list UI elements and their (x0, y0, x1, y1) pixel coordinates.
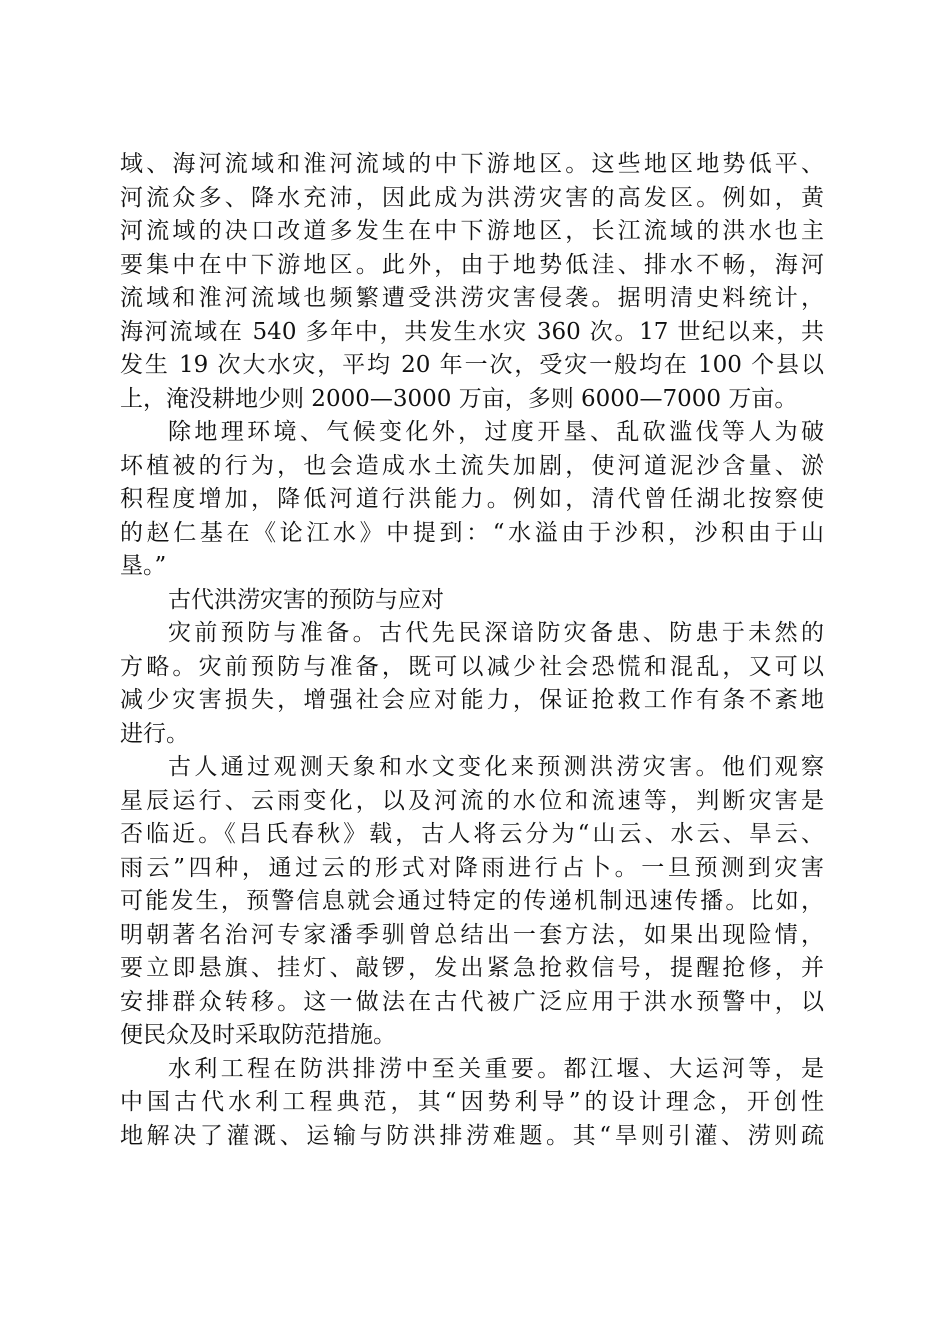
paragraph-line: 海河流域在 540 多年中，共发生水灾 360 次。17 世纪以来，共 (120, 318, 824, 345)
paragraph-line: 星辰运行、云雨变化，以及河流的水位和流速等，判断灾害是 (120, 787, 824, 814)
paragraph-line: 灾前预防与准备。古代先民深谙防灾备患、防患于未然的 (168, 620, 824, 646)
paragraph-line: 进行。 (120, 720, 189, 747)
paragraph-line: 安排群众转移。这一做法在古代被广泛应用于洪水预警中，以 (120, 988, 824, 1015)
paragraph-line: 垦。” (120, 553, 167, 579)
paragraph-line: 的赵仁基在《论江水》中提到：“水溢由于沙积，沙积由于山 (120, 519, 824, 546)
paragraph-line: 域、海河流域和淮河流域的中下游地区。这些地区地势低平、 (120, 151, 824, 177)
paragraph-line: 流域和淮河流域也频繁遭受洪涝灾害侵袭。据明清史料统计， (120, 285, 824, 311)
paragraph-line: 可能发生，预警信息就会通过特定的传递机制迅速传播。比如， (120, 888, 824, 914)
document-body (120, 148, 824, 1153)
paragraph-line: 坏植被的行为，也会造成水土流失加剧，使河道泥沙含量、淤 (120, 452, 824, 479)
paragraph-line: 减少灾害损失，增强社会应对能力，保证抢救工作有条不紊地 (120, 687, 824, 713)
paragraph-line: 明朝著名治河专家潘季驯曾总结出一套方法，如果出现险情， (120, 921, 824, 948)
paragraph-line: 积程度增加，降低河道行洪能力。例如，清代曾任湖北按察使 (120, 486, 824, 512)
paragraph-line: 河流众多、降水充沛，因此成为洪涝灾害的高发区。例如，黄 (120, 184, 824, 211)
paragraph-line: 便民众及时采取防范措施。 (120, 1022, 396, 1048)
paragraph-line: 河流域的决口改道多发生在中下游地区，长江流域的洪水也主 (120, 218, 824, 244)
section-heading: 古代洪涝灾害的预防与应对 (168, 586, 444, 613)
paragraph-line: 否临近。《吕氏春秋》载，古人将云分为“山云、水云、旱云、 (120, 821, 824, 847)
paragraph-line: 除地理环境、气候变化外，过度开垦、乱砍滥伐等人为破 (168, 419, 824, 445)
paragraph-line: 古人通过观测天象和水文变化来预测洪涝灾害。他们观察 (168, 754, 824, 780)
paragraph-line: 上，淹没耕地少则 2000—3000 万亩，多则 6000—7000 万亩。 (120, 385, 798, 412)
paragraph-line: 要集中在中下游地区。此外，由于地势低洼、排水不畅，海河 (120, 251, 824, 278)
paragraph-line: 水利工程在防洪排涝中至关重要。都江堰、大运河等，是 (168, 1055, 824, 1082)
paragraph-line: 雨云”四种，通过云的形式对降雨进行占卜。一旦预测到灾害 (120, 854, 824, 881)
paragraph-line: 地解决了灌溉、运输与防洪排涝难题。其“旱则引灌、涝则疏 (120, 1122, 824, 1149)
paragraph-line: 发生 19 次大水灾，平均 20 年一次，受灾一般均在 100 个县以 (120, 352, 824, 378)
paragraph-line: 方略。灾前预防与准备，既可以减少社会恐慌和混乱，又可以 (120, 653, 824, 680)
paragraph-line: 要立即悬旗、挂灯、敲锣，发出紧急抢救信号，提醒抢修，并 (120, 955, 824, 981)
paragraph-line: 中国古代水利工程典范，其“因势利导”的设计理念，开创性 (120, 1089, 824, 1115)
